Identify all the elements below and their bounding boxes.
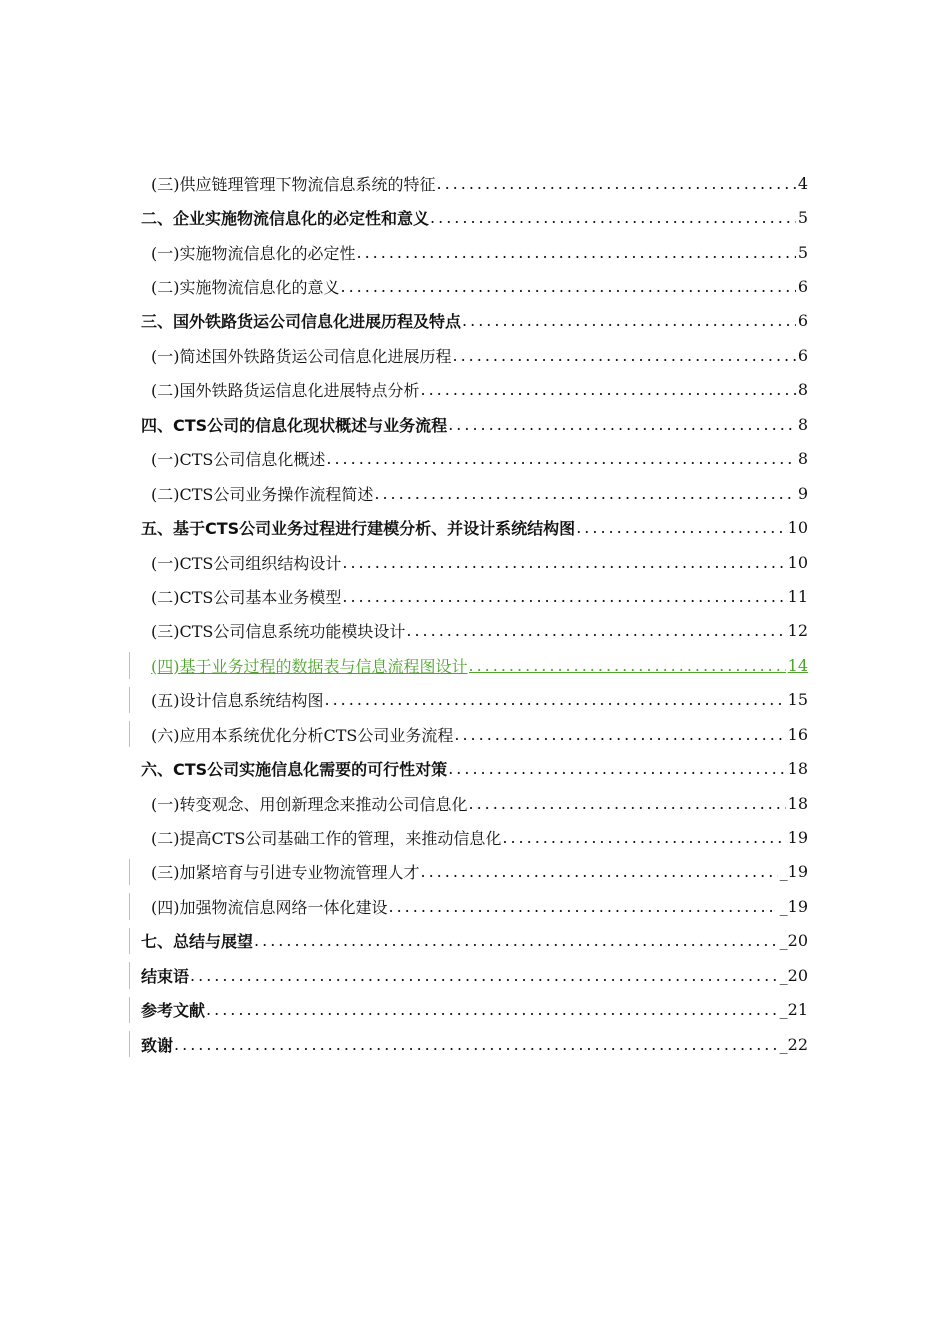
toc-entry-title: 四、CTS公司的信息化现状概述与业务流程	[141, 415, 448, 435]
toc-entry-page: 11	[787, 586, 808, 606]
toc-entry-page: 15	[787, 690, 808, 710]
dot-leader	[254, 931, 778, 950]
toc-entry-page: 8	[797, 449, 808, 469]
dot-leader	[576, 518, 785, 537]
toc-entry-page: _21	[779, 1000, 808, 1020]
dot-leader	[342, 553, 785, 572]
toc-entry-title: (二)提高CTS公司基础工作的管理，来推动信息化	[151, 829, 502, 849]
dot-leader	[357, 243, 796, 262]
toc-entry[interactable]	[0, 442, 950, 476]
toc-entry-title: 五、基于CTS公司业务过程进行建模分析、并设计系统结构图	[141, 519, 576, 539]
toc-entry-title: (一)CTS公司组织结构设计	[151, 553, 342, 573]
toc-entry-title: (二)CTS公司基本业务模型	[151, 587, 342, 607]
dot-leader	[342, 587, 785, 606]
toc-entry-title: (二)实施物流信息化的意义	[151, 278, 340, 298]
toc-entry-page: 6	[797, 311, 808, 331]
dot-leader	[421, 380, 796, 399]
toc-entry-page: 10	[787, 518, 808, 538]
toc-entry-page: 8	[797, 380, 808, 400]
toc-entry-page: 19	[787, 828, 808, 848]
toc-entry[interactable]	[0, 1027, 950, 1061]
toc-entry[interactable]	[0, 820, 950, 854]
dot-leader	[326, 449, 795, 468]
toc-entry[interactable]	[0, 924, 950, 958]
toc-entry[interactable]	[0, 683, 950, 717]
toc-entry[interactable]	[0, 717, 950, 751]
toc-entry-page: 18	[787, 759, 808, 779]
toc-entry[interactable]	[0, 579, 950, 613]
dot-leader	[453, 346, 796, 365]
dot-leader	[437, 174, 796, 193]
dot-leader	[325, 690, 786, 709]
toc-entry-title: (一)简述国外铁路货运公司信息化进展历程	[151, 346, 452, 366]
dot-leader	[174, 1035, 778, 1054]
toc-entry[interactable]	[0, 889, 950, 923]
toc-entry[interactable]	[0, 958, 950, 992]
toc-entry-title: (三)加紧培育与引进专业物流管理人才	[151, 863, 420, 883]
toc-entry-page: 6	[797, 345, 808, 365]
toc-entry-title: (一)转变观念、用创新理念来推动公司信息化	[151, 794, 468, 814]
dot-leader	[448, 415, 796, 434]
toc-entry-link[interactable]	[0, 648, 950, 682]
toc-entry-page: 8	[797, 414, 808, 434]
toc-entry[interactable]	[0, 855, 950, 889]
toc-entry-title: 结束语	[141, 966, 190, 986]
toc-entry-page: _19	[779, 896, 808, 916]
dot-leader	[389, 897, 778, 916]
toc-entry-title: 致谢	[141, 1035, 174, 1055]
toc-entry-page: 4	[797, 173, 808, 193]
dot-leader	[374, 484, 795, 503]
toc-entry-page: 5	[797, 242, 808, 262]
toc-entry[interactable]	[0, 751, 950, 785]
dot-leader	[430, 208, 796, 227]
toc-entry-title: (五)设计信息系统结构图	[151, 691, 324, 711]
toc-entry-page: 6	[797, 277, 808, 297]
dot-leader	[406, 621, 785, 640]
toc-entry[interactable]	[0, 338, 950, 372]
toc-entry-title: (四)加强物流信息网络一体化建设	[151, 897, 388, 917]
toc-entry[interactable]	[0, 200, 950, 234]
toc-entry[interactable]	[0, 304, 950, 338]
toc-entry-page: 5	[797, 208, 808, 228]
toc-entry-page: 12	[787, 621, 808, 641]
toc-entry-title: 二、企业实施物流信息化的必定性和意义	[141, 209, 430, 229]
dot-leader	[469, 794, 786, 813]
dot-leader	[454, 725, 785, 744]
dot-leader	[462, 311, 796, 330]
toc-entry-title: (二)国外铁路货运信息化进展特点分析	[151, 381, 420, 401]
toc-entry-title: 七、总结与展望	[141, 932, 254, 952]
dot-leader	[421, 862, 778, 881]
toc-entry-page: 10	[787, 552, 808, 572]
toc-entry-title: (六)应用本系统优化分析CTS公司业务流程	[151, 725, 454, 745]
toc-entry[interactable]	[0, 510, 950, 544]
toc-entry-title: 三、国外铁路货运公司信息化进展历程及特点	[141, 312, 462, 332]
toc-entry-page: 9	[797, 483, 808, 503]
toc-entry-title: (三)CTS公司信息系统功能模块设计	[151, 622, 406, 642]
toc-entry[interactable]	[0, 235, 950, 269]
toc-entry-title: (一)实施物流信息化的必定性	[151, 243, 356, 263]
dot-leader	[448, 759, 785, 778]
toc-entry-title: (四)基于业务过程的数据表与信息流程图设计	[151, 656, 468, 676]
dot-leader	[502, 828, 785, 847]
toc-entry-page: 18	[787, 793, 808, 813]
toc-entry-page: _19	[779, 862, 808, 882]
toc-entry-title: 参考文献	[141, 1001, 206, 1021]
toc-entry[interactable]	[0, 786, 950, 820]
toc-entry[interactable]	[0, 373, 950, 407]
toc-entry-page: 16	[787, 724, 808, 744]
toc-entry[interactable]	[0, 993, 950, 1027]
toc-entry-title: (二)CTS公司业务操作流程简述	[151, 484, 374, 504]
toc-entry-title: (三)供应链理管理下物流信息系统的特征	[151, 174, 436, 194]
toc-entry[interactable]	[0, 269, 950, 303]
dot-leader	[190, 966, 778, 985]
toc-entry[interactable]	[0, 476, 950, 510]
dot-leader	[206, 1000, 778, 1019]
table-of-contents	[0, 166, 950, 1061]
dot-leader	[469, 656, 786, 675]
toc-entry-page: _22	[779, 1034, 808, 1054]
toc-entry-page: _20	[779, 965, 808, 985]
toc-entry[interactable]	[0, 166, 950, 200]
toc-entry[interactable]	[0, 614, 950, 648]
toc-entry[interactable]	[0, 407, 950, 441]
toc-entry[interactable]	[0, 545, 950, 579]
toc-entry-title: 六、CTS公司实施信息化需要的可行性对策	[141, 760, 448, 780]
dot-leader	[341, 277, 796, 296]
toc-entry-title: (一)CTS公司信息化概述	[151, 450, 326, 470]
toc-entry-page: _20	[779, 931, 808, 951]
toc-entry-page: 14	[787, 655, 808, 675]
